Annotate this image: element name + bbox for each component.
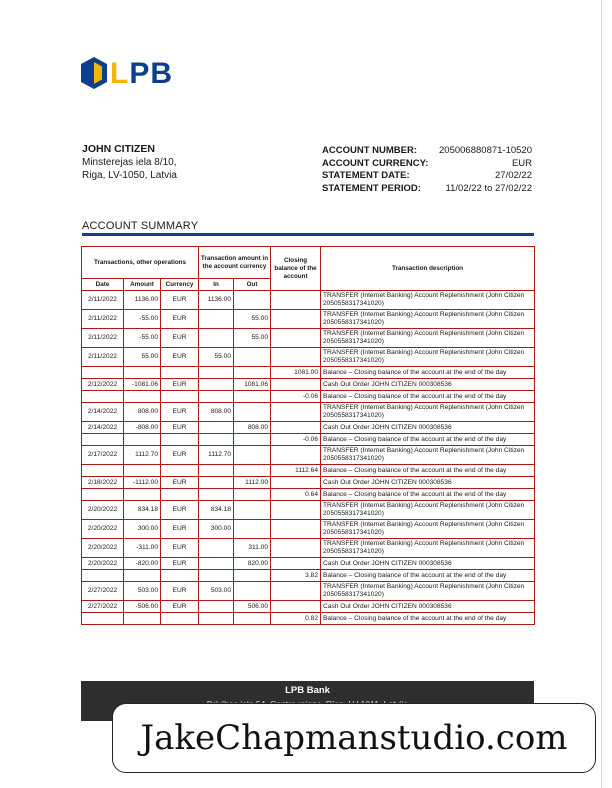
cell-amount xyxy=(124,613,161,625)
statement-period-row xyxy=(322,183,532,196)
cell-desc: Balance – Closing balance of the account at the end of the day xyxy=(321,465,535,477)
cell-desc: Balance – Closing balance of the account at the end of the day xyxy=(321,613,535,625)
customer-block xyxy=(82,143,177,182)
cell-date: 2/20/2022 xyxy=(82,558,124,570)
customer-address-line2: Riga, LV-1050, Latvia xyxy=(82,170,177,181)
cell-in xyxy=(199,422,234,434)
cell-in xyxy=(199,367,234,379)
cell-out: 506.00 xyxy=(234,601,271,613)
table-row xyxy=(82,489,535,501)
cell-closing xyxy=(271,329,321,348)
cell-desc: Balance – Closing balance of the account at the end of the day xyxy=(321,391,535,403)
cell-closing xyxy=(271,348,321,367)
cell-out: 1081.06 xyxy=(234,379,271,391)
cell-amount: -311.00 xyxy=(124,539,161,558)
cell-closing xyxy=(271,582,321,601)
cell-desc: TRANSFER (Internet Banking) Account Replenishment (John Citizen 2050558317341020) xyxy=(321,539,535,558)
header-description: Transaction description xyxy=(321,247,535,291)
cell-out xyxy=(234,348,271,367)
summary-divider xyxy=(82,233,534,236)
cell-currency xyxy=(161,570,199,582)
cell-desc: TRANSFER (Internet Banking) Account Replenishment (John Citizen 2050558317341020) xyxy=(321,291,535,310)
table-row xyxy=(82,570,535,582)
cell-date xyxy=(82,570,124,582)
cell-in: 300.00 xyxy=(199,520,234,539)
cell-desc: Balance – Closing balance of the account at the end of the day xyxy=(321,570,535,582)
cell-out: 311.00 xyxy=(234,539,271,558)
cell-in xyxy=(199,613,234,625)
header-transactions: Transactions, other operations xyxy=(82,247,199,279)
cell-date: 2/20/2022 xyxy=(82,520,124,539)
cell-out: 55.00 xyxy=(234,329,271,348)
cell-in xyxy=(199,391,234,403)
cell-amount: 55.00 xyxy=(124,348,161,367)
table-row xyxy=(82,601,535,613)
footer-bank-name: LPB Bank xyxy=(285,685,330,696)
cell-date xyxy=(82,489,124,501)
account-number: 205006880871-10520 xyxy=(439,145,532,156)
cell-amount: 1112.70 xyxy=(124,446,161,465)
cell-amount xyxy=(124,391,161,403)
table-row xyxy=(82,310,535,329)
cell-desc: TRANSFER (Internet Banking) Account Replenishment (John Citizen 2050558317341020) xyxy=(321,501,535,520)
cell-date: 2/11/2022 xyxy=(82,329,124,348)
cell-in: 1112.70 xyxy=(199,446,234,465)
cell-out xyxy=(234,391,271,403)
cell-closing xyxy=(271,422,321,434)
cell-in: 503.00 xyxy=(199,582,234,601)
cell-amount xyxy=(124,489,161,501)
cell-in xyxy=(199,310,234,329)
statement-date-label: STATEMENT DATE: xyxy=(322,170,410,182)
cell-in xyxy=(199,434,234,446)
cell-closing xyxy=(271,558,321,570)
cell-amount: 834.18 xyxy=(124,501,161,520)
cell-closing: -0.06 xyxy=(271,434,321,446)
cell-amount: -55.00 xyxy=(124,329,161,348)
cell-currency: EUR xyxy=(161,329,199,348)
cell-date xyxy=(82,613,124,625)
cell-currency: EUR xyxy=(161,291,199,310)
table-row xyxy=(82,403,535,422)
table-row xyxy=(82,422,535,434)
customer-address-line1: Minsterejas iela 8/10, xyxy=(82,157,177,168)
cell-amount: -1081.06 xyxy=(124,379,161,391)
statement-period-label: STATEMENT PERIOD: xyxy=(322,182,421,194)
table-row xyxy=(82,539,535,558)
cell-currency xyxy=(161,613,199,625)
cell-desc: Cash Out Order JOHN CITIZEN 000308536 xyxy=(321,379,535,391)
cell-desc: Balance – Closing balance of the account at the end of the day xyxy=(321,489,535,501)
table-row xyxy=(82,558,535,570)
cell-desc: TRANSFER (Internet Banking) Account Replenishment (John Citizen 2050558317341020) xyxy=(321,446,535,465)
cell-desc: TRANSFER (Internet Banking) Account Replenishment (John Citizen 2050558317341020) xyxy=(321,520,535,539)
cell-in: 808.00 xyxy=(199,403,234,422)
statement-period: 11/02/22 to 27/02/22 xyxy=(445,182,532,194)
cell-in: 1136.00 xyxy=(199,291,234,310)
cell-desc: TRANSFER (Internet Banking) Account Replenishment (John Citizen 2050558317341020) xyxy=(321,348,535,367)
table-row xyxy=(82,501,535,520)
header-out: Out xyxy=(234,279,271,291)
cell-closing xyxy=(271,291,321,310)
cell-currency xyxy=(161,465,199,477)
cell-date: 2/11/2022 xyxy=(82,310,124,329)
cell-currency xyxy=(161,367,199,379)
lpb-shield-icon xyxy=(80,56,108,90)
cell-closing xyxy=(271,310,321,329)
watermark: JakeChapmanstudio.com xyxy=(112,703,596,773)
cell-in xyxy=(199,570,234,582)
cell-closing xyxy=(271,379,321,391)
bank-logo xyxy=(80,56,200,90)
cell-desc: Cash Out Order JOHN CITIZEN 000308536 xyxy=(321,558,535,570)
cell-currency: EUR xyxy=(161,348,199,367)
cell-amount: -808.00 xyxy=(124,422,161,434)
account-currency-label: ACCOUNT CURRENCY: xyxy=(322,157,429,169)
header-closing-balance: Closing balance of the account xyxy=(271,247,321,291)
cell-out xyxy=(234,291,271,310)
cell-in xyxy=(199,489,234,501)
table-row xyxy=(82,434,535,446)
transactions-table xyxy=(81,246,535,625)
cell-currency: EUR xyxy=(161,379,199,391)
header-amount: Amount xyxy=(124,279,161,291)
table-row xyxy=(82,613,535,625)
table-row xyxy=(82,348,535,367)
cell-amount: 503.00 xyxy=(124,582,161,601)
table-row xyxy=(82,582,535,601)
cell-closing: 3.82 xyxy=(271,570,321,582)
cell-closing xyxy=(271,520,321,539)
transactions-body xyxy=(82,291,535,625)
cell-out xyxy=(234,570,271,582)
cell-currency xyxy=(161,489,199,501)
cell-out xyxy=(234,434,271,446)
header-amount-in-currency: Transaction amount in the account currency xyxy=(199,247,271,279)
cell-amount: -55.00 xyxy=(124,310,161,329)
account-summary-title: ACCOUNT SUMMARY xyxy=(82,220,199,232)
cell-desc: Cash Out Order JOHN CITIZEN 000308536 xyxy=(321,601,535,613)
cell-out xyxy=(234,501,271,520)
cell-in xyxy=(199,601,234,613)
cell-currency: EUR xyxy=(161,601,199,613)
cell-date: 2/27/2022 xyxy=(82,601,124,613)
cell-closing xyxy=(271,477,321,489)
cell-date: 2/14/2022 xyxy=(82,403,124,422)
cell-out xyxy=(234,613,271,625)
cell-currency: EUR xyxy=(161,422,199,434)
cell-out: 808.00 xyxy=(234,422,271,434)
account-currency-row xyxy=(322,158,532,171)
cell-date xyxy=(82,434,124,446)
cell-date: 2/18/2022 xyxy=(82,477,124,489)
table-row xyxy=(82,465,535,477)
cell-out xyxy=(234,367,271,379)
cell-currency: EUR xyxy=(161,539,199,558)
header-in: In xyxy=(199,279,234,291)
cell-desc: TRANSFER (Internet Banking) Account Replenishment (John Citizen 2050558317341020) xyxy=(321,310,535,329)
account-number-label: ACCOUNT NUMBER: xyxy=(322,145,417,156)
cell-in xyxy=(199,329,234,348)
cell-in: 834.18 xyxy=(199,501,234,520)
cell-in: 55.00 xyxy=(199,348,234,367)
cell-currency: EUR xyxy=(161,477,199,489)
cell-date: 2/27/2022 xyxy=(82,582,124,601)
cell-amount xyxy=(124,367,161,379)
cell-amount: -820.00 xyxy=(124,558,161,570)
cell-desc: TRANSFER (Internet Banking) Account Replenishment (John Citizen 2050558317341020) xyxy=(321,582,535,601)
cell-amount: -506.00 xyxy=(124,601,161,613)
cell-out xyxy=(234,403,271,422)
cell-amount xyxy=(124,465,161,477)
cell-closing xyxy=(271,501,321,520)
cell-out xyxy=(234,465,271,477)
cell-closing xyxy=(271,403,321,422)
cell-currency: EUR xyxy=(161,310,199,329)
cell-currency: EUR xyxy=(161,501,199,520)
account-info xyxy=(322,145,532,195)
cell-date: 2/20/2022 xyxy=(82,501,124,520)
cell-out xyxy=(234,489,271,501)
cell-date: 2/11/2022 xyxy=(82,291,124,310)
cell-desc: Cash Out Order JOHN CITIZEN 000308536 xyxy=(321,477,535,489)
cell-date: 2/17/2022 xyxy=(82,446,124,465)
table-row xyxy=(82,520,535,539)
table-row xyxy=(82,477,535,489)
statement-date-row xyxy=(322,170,532,183)
cell-closing: 0.64 xyxy=(271,489,321,501)
cell-currency xyxy=(161,434,199,446)
cell-closing xyxy=(271,601,321,613)
cell-out: 55.00 xyxy=(234,310,271,329)
table-row xyxy=(82,367,535,379)
cell-desc: TRANSFER (Internet Banking) Account Replenishment (John Citizen 2050558317341020) xyxy=(321,329,535,348)
cell-amount: -1112.00 xyxy=(124,477,161,489)
cell-amount: 300.00 xyxy=(124,520,161,539)
logo-wordmark: LPB xyxy=(110,57,174,90)
cell-closing xyxy=(271,446,321,465)
cell-out xyxy=(234,582,271,601)
cell-currency: EUR xyxy=(161,520,199,539)
cell-closing: 0.82 xyxy=(271,613,321,625)
cell-desc: TRANSFER (Internet Banking) Account Replenishment (John Citizen 2050558317341020) xyxy=(321,403,535,422)
statement-date: 27/02/22 xyxy=(495,170,532,182)
cell-currency xyxy=(161,391,199,403)
cell-date: 2/12/2022 xyxy=(82,379,124,391)
table-row xyxy=(82,329,535,348)
cell-currency: EUR xyxy=(161,558,199,570)
cell-in xyxy=(199,558,234,570)
cell-date xyxy=(82,391,124,403)
table-row xyxy=(82,291,535,310)
cell-amount xyxy=(124,434,161,446)
cell-in xyxy=(199,379,234,391)
account-currency: EUR xyxy=(511,157,532,169)
cell-closing: -0.06 xyxy=(271,391,321,403)
cell-out: 820.00 xyxy=(234,558,271,570)
customer-name: JOHN CITIZEN xyxy=(82,143,155,155)
cell-desc: Balance – Closing balance of the account at the end of the day xyxy=(321,434,535,446)
cell-date xyxy=(82,465,124,477)
cell-amount: 1136.00 xyxy=(124,291,161,310)
table-row xyxy=(82,446,535,465)
cell-out xyxy=(234,520,271,539)
table-row xyxy=(82,391,535,403)
cell-in xyxy=(199,465,234,477)
cell-currency: EUR xyxy=(161,582,199,601)
table-row xyxy=(82,379,535,391)
header-currency: Currency xyxy=(161,279,199,291)
cell-amount xyxy=(124,570,161,582)
cell-out xyxy=(234,446,271,465)
cell-date: 2/14/2022 xyxy=(82,422,124,434)
header-date: Date xyxy=(82,279,124,291)
cell-date: 2/11/2022 xyxy=(82,348,124,367)
account-number-row xyxy=(322,145,532,158)
cell-amount: 808.00 xyxy=(124,403,161,422)
cell-date xyxy=(82,367,124,379)
cell-in xyxy=(199,477,234,489)
cell-currency: EUR xyxy=(161,446,199,465)
cell-desc: Balance – Closing balance of the account at the end of the day xyxy=(321,367,535,379)
cell-closing: 1081.00 xyxy=(271,367,321,379)
cell-desc: Cash Out Order JOHN CITIZEN 000308536 xyxy=(321,422,535,434)
cell-closing: 1112.64 xyxy=(271,465,321,477)
cell-in xyxy=(199,539,234,558)
cell-currency: EUR xyxy=(161,403,199,422)
cell-date: 2/20/2022 xyxy=(82,539,124,558)
cell-closing xyxy=(271,539,321,558)
cell-out: 1112.00 xyxy=(234,477,271,489)
